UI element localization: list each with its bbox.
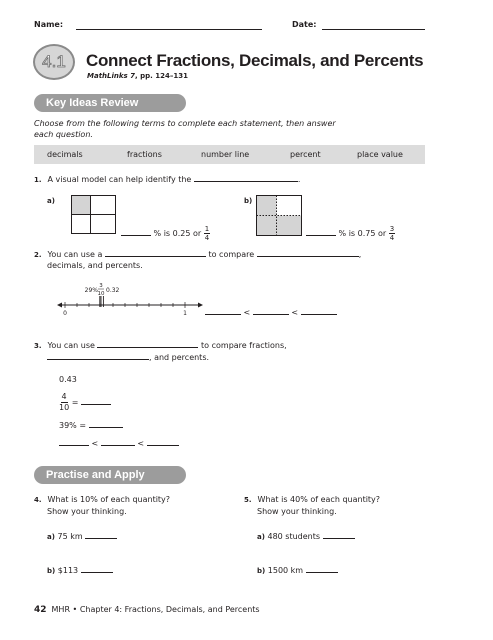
section-number-badge: 4.1	[33, 44, 75, 80]
question-4b	[47, 564, 113, 577]
question-5-line-1: What is 40% of each quantity?	[257, 495, 381, 504]
question-4b-label: b)	[47, 567, 56, 575]
label-29-percent: 29%	[84, 287, 98, 294]
question-5b	[257, 564, 338, 577]
number-line	[56, 282, 206, 318]
question-2-number: 2.	[34, 251, 42, 259]
question-2-order-blank-3[interactable]	[301, 306, 337, 315]
term-decimals: decimals	[47, 150, 83, 159]
number-line-right-arrow	[198, 303, 203, 308]
label-zero: 0	[63, 310, 67, 317]
name-label: Name:	[34, 20, 64, 29]
question-4	[34, 494, 170, 506]
less-than-sign: <	[291, 308, 299, 317]
question-2-ordering	[205, 306, 337, 319]
grid-a-cell	[72, 215, 91, 234]
question-5b-label: b)	[257, 567, 266, 575]
question-5a-text: 480 students	[267, 532, 321, 541]
name-field[interactable]	[76, 29, 262, 30]
question-4-number: 4.	[34, 496, 42, 504]
question-2-text-middle: to compare	[208, 250, 255, 259]
question-4b-text: $113	[57, 566, 79, 575]
footer-text: MHR • Chapter 4: Fractions, Decimals, and Percents	[51, 605, 260, 614]
label-three-tenths-numerator: 3	[99, 283, 103, 289]
question-1-text: A visual model can help identify the	[47, 175, 192, 184]
question-1a-blank[interactable]	[121, 227, 151, 236]
question-1-number: 1.	[34, 176, 42, 184]
question-1b-statement	[306, 225, 395, 242]
fraction-numerator: 1	[204, 225, 210, 233]
question-4-line-2: Show your thinking.	[47, 507, 127, 516]
fraction-numerator: 3	[389, 225, 395, 233]
page-number: 42	[34, 605, 47, 615]
question-1b-blank[interactable]	[306, 227, 336, 236]
question-3-text-after: to compare fractions,	[201, 341, 287, 350]
question-3-fraction-row	[59, 392, 111, 413]
number-line-left-arrow	[57, 303, 62, 308]
question-5a-label: a)	[257, 533, 265, 541]
question-1	[34, 173, 300, 186]
question-5-line-2: Show your thinking.	[257, 507, 337, 516]
question-3-blank-1[interactable]	[97, 339, 198, 348]
grid-model-a	[71, 195, 121, 235]
grid-a-cell	[91, 215, 116, 234]
section-title: Connect Fractions, Decimals, and Percents	[86, 51, 424, 70]
question-3-order-blank-2[interactable]	[101, 437, 135, 446]
question-3-percent-blank[interactable]	[89, 419, 123, 428]
question-2-order-blank-1[interactable]	[205, 306, 241, 315]
question-4a-label: a)	[47, 533, 55, 541]
question-3-fraction-blank[interactable]	[81, 396, 111, 405]
instructions-line-2: each question.	[34, 130, 93, 139]
textbook-reference	[87, 72, 188, 80]
question-2-blank-1[interactable]	[105, 248, 206, 257]
term-fractions: fractions	[127, 150, 162, 159]
question-2-order-blank-2[interactable]	[253, 306, 289, 315]
less-than-sign: <	[91, 439, 99, 448]
grid-a-cell	[91, 196, 116, 215]
less-than-sign: <	[243, 308, 251, 317]
fraction-four-tenths	[59, 392, 69, 413]
question-5a	[257, 530, 355, 543]
question-2-text-before: You can use a	[47, 250, 103, 259]
label-three-tenths-denominator: 10	[97, 291, 105, 297]
question-4a-blank[interactable]	[85, 530, 117, 539]
fraction-numerator: 4	[61, 392, 67, 401]
label-one: 1	[183, 310, 187, 317]
question-1-period: .	[297, 175, 301, 184]
question-3-decimal: 0.43	[59, 375, 77, 384]
date-label: Date:	[292, 20, 317, 29]
page-footer	[34, 605, 260, 615]
question-1b-text: % is 0.75 or	[338, 229, 387, 238]
fraction-denominator: 4	[389, 234, 395, 242]
term-bank	[34, 145, 425, 164]
question-3-number: 3.	[34, 342, 42, 350]
grid-a-shaded-cell	[72, 196, 91, 215]
question-3-line-2-text: , and percents.	[149, 353, 210, 362]
question-1a-text: % is 0.25 or	[153, 229, 202, 238]
question-4a-text: 75 km	[57, 532, 83, 541]
term-place-value: place value	[357, 150, 403, 159]
question-3-order-blank-1[interactable]	[59, 437, 89, 446]
question-1a-statement	[121, 225, 210, 242]
fraction-three-quarters	[389, 225, 395, 242]
term-percent: percent	[290, 150, 321, 159]
question-2-line-2: decimals, and percents.	[47, 261, 143, 270]
grid-b-shaded-bottom-right	[277, 216, 302, 236]
reference-book: MathLinks 7	[87, 72, 135, 80]
question-5b-blank[interactable]	[306, 564, 338, 573]
question-3-percent-row	[59, 419, 123, 432]
date-field[interactable]	[322, 29, 425, 30]
question-5b-text: 1500 km	[267, 566, 304, 575]
instructions-line-1: Choose from the following terms to complete each statement, then answer	[34, 119, 336, 128]
question-5-number: 5.	[244, 496, 252, 504]
question-4-line-1: What is 10% of each quantity?	[47, 495, 171, 504]
equals-sign: =	[71, 398, 79, 407]
question-3-line-2	[47, 351, 209, 364]
practise-heading: Practise and Apply	[34, 466, 186, 484]
question-4a	[47, 530, 117, 543]
term-number-line: number line	[201, 150, 250, 159]
reference-pages: , pp. 124–131	[135, 72, 188, 80]
question-4b-blank[interactable]	[81, 564, 113, 573]
fraction-denominator: 4	[204, 234, 210, 242]
question-5	[244, 494, 380, 506]
label-0-32: 0.32	[106, 287, 120, 294]
question-3-order-blank-3[interactable]	[147, 437, 179, 446]
question-1-blank[interactable]	[194, 173, 298, 182]
question-3-percent: 39% =	[59, 421, 87, 430]
question-2-blank-2[interactable]	[257, 248, 359, 257]
fraction-denominator: 10	[59, 403, 70, 412]
question-1a-label: a)	[47, 197, 55, 205]
question-5a-blank[interactable]	[323, 530, 355, 539]
key-ideas-heading: Key Ideas Review	[34, 94, 186, 112]
question-3-text-before: You can use	[47, 341, 95, 350]
question-1b-label: b)	[244, 197, 253, 205]
question-2-comma: ,	[358, 250, 362, 259]
question-3-ordering	[59, 437, 179, 450]
grid-model-b	[256, 195, 306, 237]
question-3-blank-2[interactable]	[47, 351, 149, 360]
fraction-one-quarter	[204, 225, 210, 242]
less-than-sign: <	[137, 439, 145, 448]
